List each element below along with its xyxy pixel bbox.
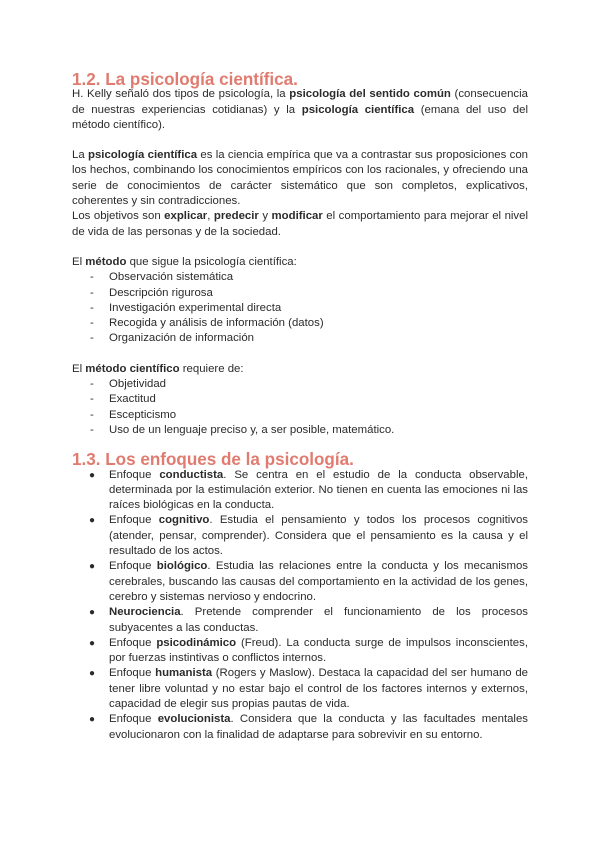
list-item: - Organización de información: [90, 332, 254, 345]
list-item: - Recogida y análisis de información (datos): [90, 317, 324, 330]
bold-term: predecir: [213, 210, 259, 223]
bold-term: psicología del sentido común: [289, 88, 451, 101]
text-run: y: [258, 210, 272, 223]
paragraph-definition: [72, 148, 528, 209]
list-item: ● Enfoque humanista (Rogers y Maslow). Destaca la capacidad del ser humano de tener libre voluntad y no estar bajo el control de los factores internos y externos, capacidad de elegir sus propias pautas de vida.: [89, 667, 528, 710]
list-item: ● Neurociencia. Pretende comprender el funcionamiento de los procesos subyacentes a las conductas.: [89, 606, 528, 634]
list-item: - Exactitud: [90, 393, 156, 406]
text-run: Los objetivos son: [72, 210, 165, 223]
method-list: [72, 270, 528, 346]
text-run: el comportamiento para mejorar el nivel de vida de las personas y de la sociedad.: [72, 210, 528, 238]
paragraph-objectives: [72, 209, 528, 240]
approaches-list: [72, 468, 528, 743]
list-item: - Descripción rigurosa: [90, 286, 213, 299]
scientific-method-list: [72, 377, 528, 438]
text-run: ,: [207, 210, 214, 223]
list-item: ● Enfoque cognitivo. Estudia el pensamiento y todos los procesos cognitivos (atender, pensar, comprender). Considera que el pensamiento es la causa y el resultado de los actos.: [89, 514, 529, 558]
bold-term: psicología científica: [301, 103, 415, 116]
list-item: ● Enfoque biológico. Estudia las relaciones entre la conducta y los mecanismos cerebrales, buscando las causas del comportamiento en la actividad de los genes, cerebro y sistemas nervioso y endocrino.: [89, 560, 528, 603]
scientific-method-intro: [72, 362, 528, 377]
bold-term: método: [85, 255, 127, 268]
method-intro: [72, 255, 528, 270]
section-heading-1-3: 1.3. Los enfoques de la psicología.: [72, 450, 354, 470]
list-item: ● Enfoque evolucionista. Considera que la conducta y las facultades mentales evolucionaron con la finalidad de adaptarse para sobrevivir en su entorno.: [89, 713, 528, 741]
text-run: H. Kelly señaló dos tipos de psicología, la: [72, 88, 290, 101]
paragraph-kelly: [72, 87, 528, 133]
bold-term: método científico: [85, 362, 180, 375]
bold-term: explicar: [164, 210, 208, 223]
text-run: que sigue la psicología científica:: [126, 255, 297, 268]
text-run: El: [72, 255, 86, 268]
list-item: - Observación sistemática: [90, 271, 234, 284]
bold-term: modificar: [271, 210, 323, 223]
list-item: - Investigación experimental directa: [90, 301, 282, 314]
text-run: La: [72, 149, 88, 162]
list-item: - Objetividad: [90, 378, 166, 391]
list-item: - Uso de un lenguaje preciso y, a ser posible, matemático.: [90, 423, 395, 436]
text-run: (emana del uso del método científico).: [72, 103, 529, 131]
list-item: - Escepticismo: [90, 408, 177, 421]
text-run: (consecuencia de nuestras experiencias cotidianas) y la: [72, 88, 528, 116]
bold-term: psicología científica: [88, 149, 198, 162]
text-run: requiere de:: [179, 362, 244, 375]
section-heading-1-2: 1.2. La psicología científica.: [72, 70, 298, 89]
text-run: es la ciencia empírica que va a contrastar sus proposiciones con los hechos, combinando los conocimientos empíricos con los racionales, y ofreciendo una serie de conocimientos de carácter sistemático que son completos, explicativos, coherentes y sin contradicciones.: [72, 149, 528, 208]
text-run: El: [72, 362, 86, 375]
list-item: ● Enfoque conductista. Se centra en el estudio de la conducta observable, determinada por la estimulación exterior. No tienen en cuenta las emociones ni las raíces biológicas en la conducta.: [89, 468, 528, 512]
document-page: [72, 72, 528, 743]
list-item: ● Enfoque psicodinámico (Freud). La conducta surge de impulsos inconscientes, por fuerzas instintivas o conflictos internos.: [89, 636, 528, 665]
